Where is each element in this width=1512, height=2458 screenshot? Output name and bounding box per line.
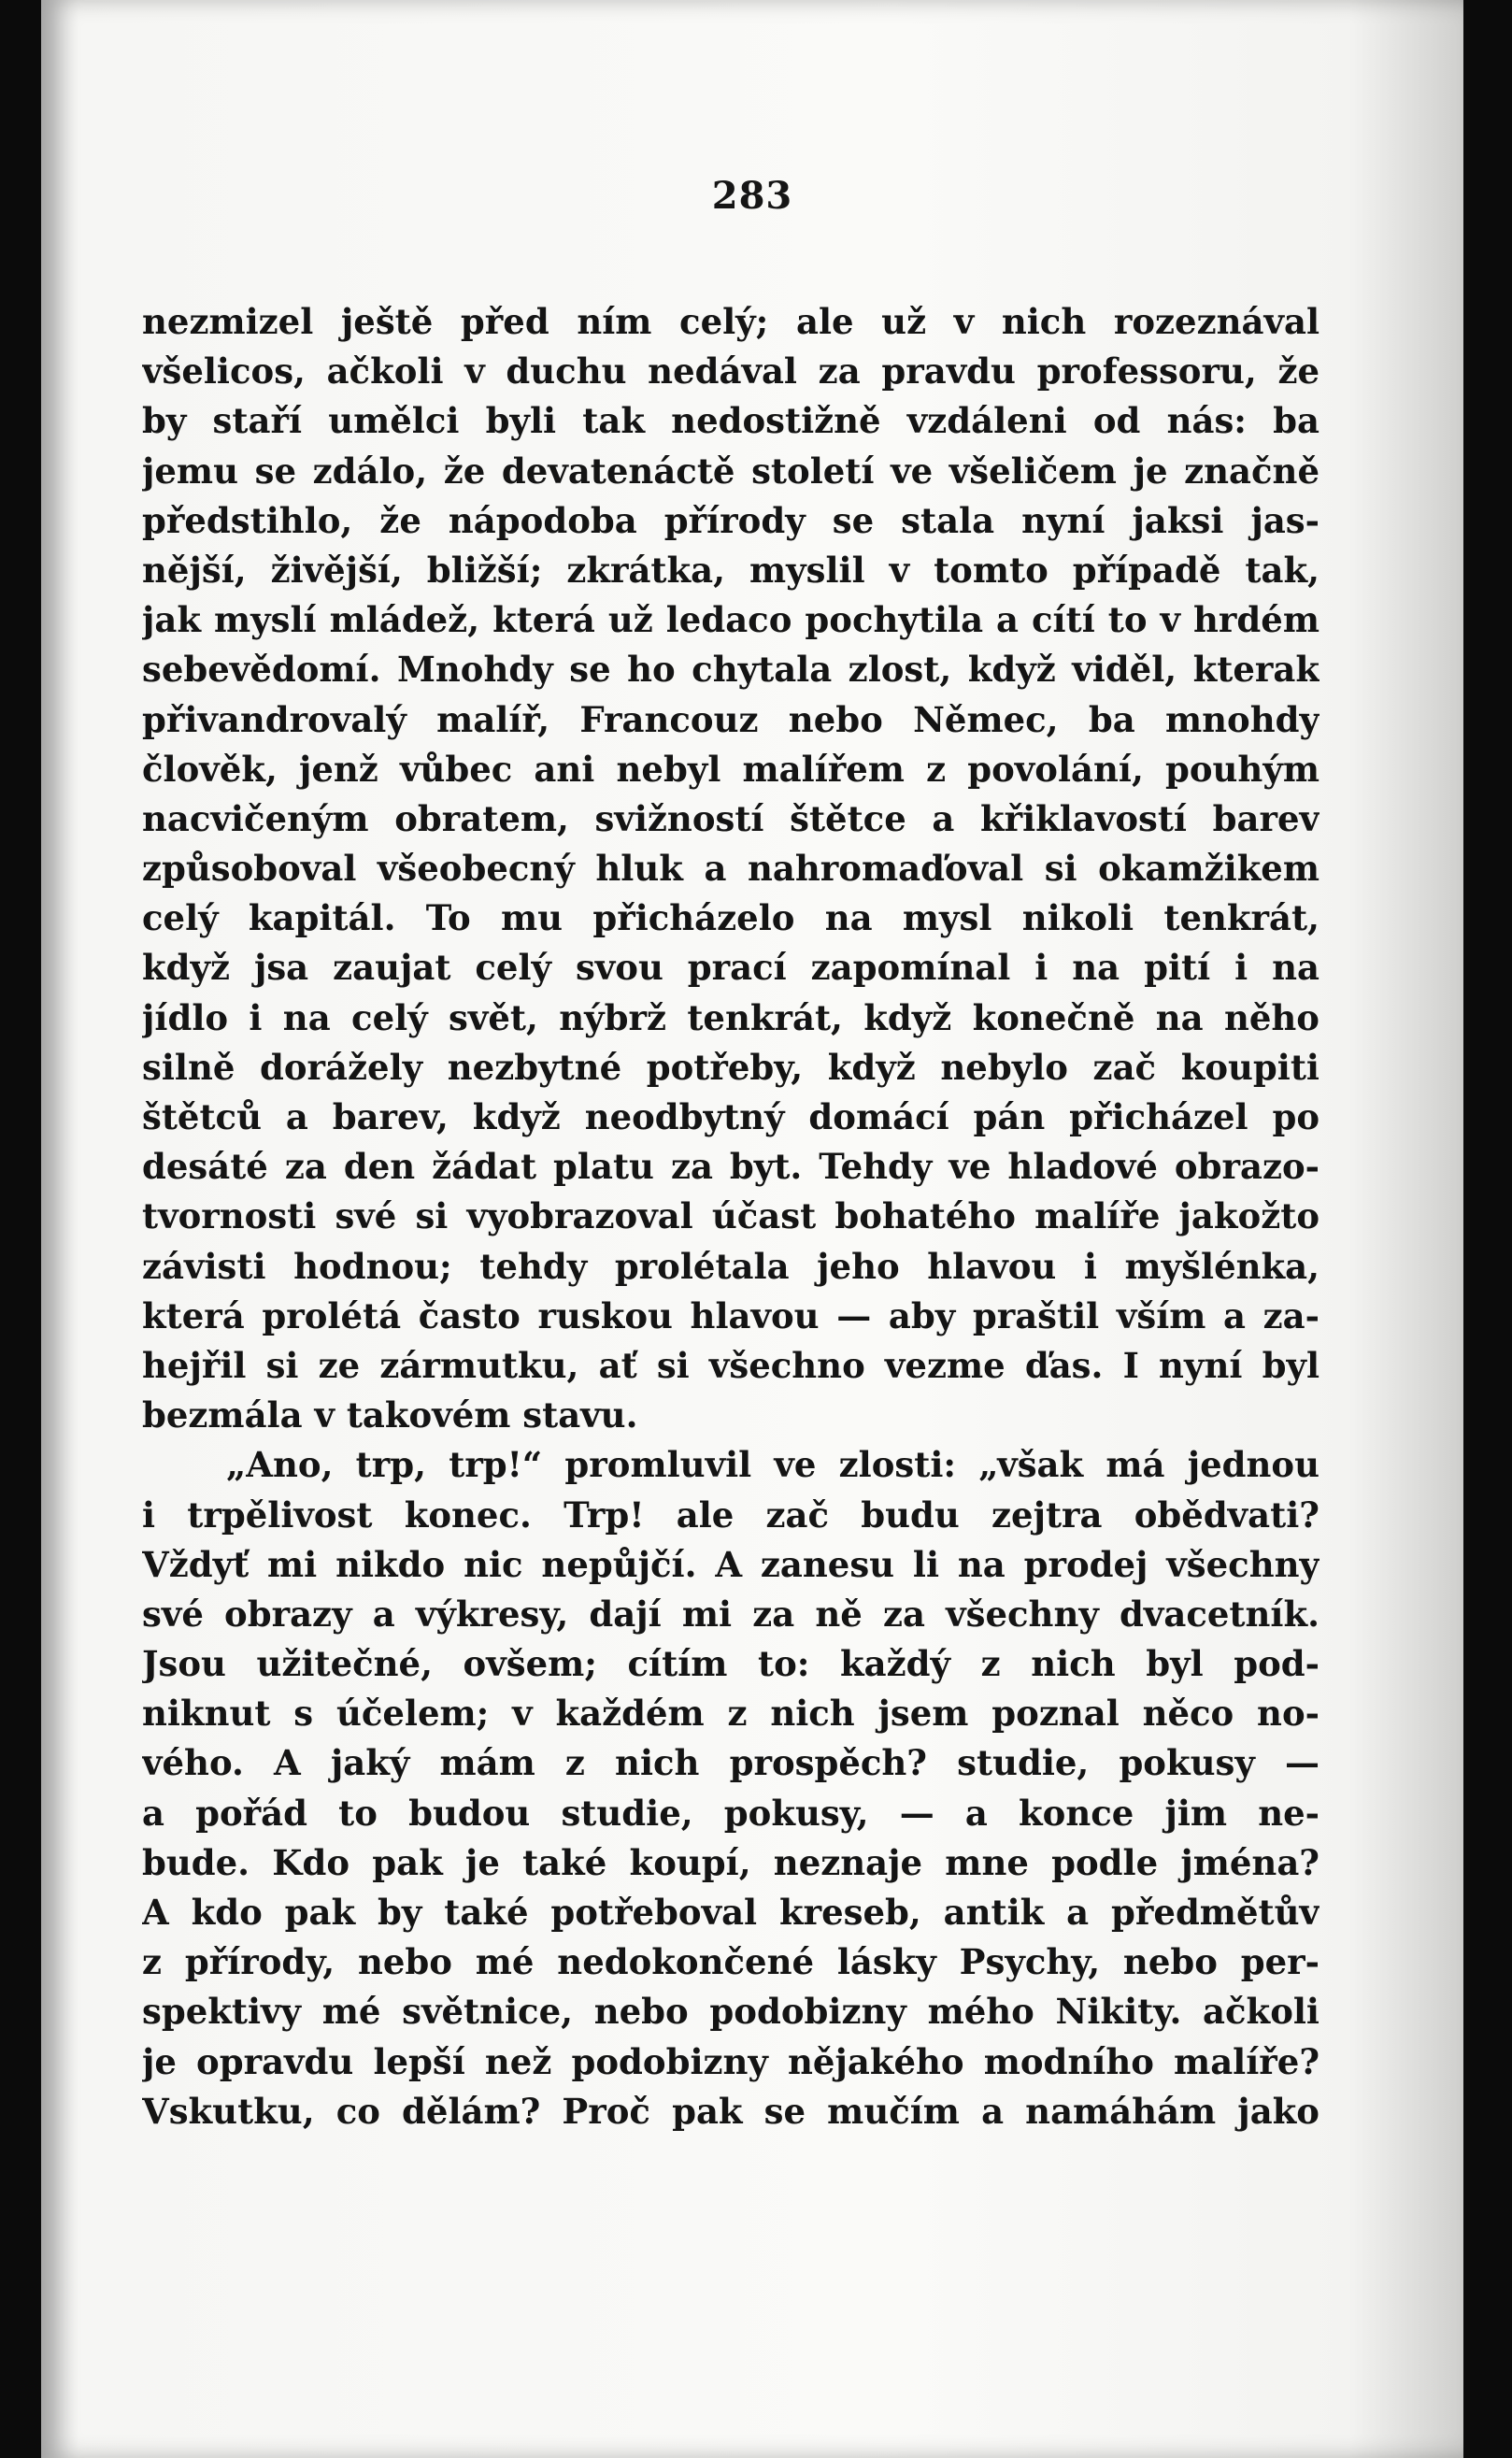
text-line: všelicos, ačkoli v duchu nedával za pravdu professoru, že: [142, 350, 1319, 393]
text-line: která prolétá často ruskou hlavou — aby praštil vším a za-: [142, 1294, 1319, 1336]
text-line: Vskutku, co dělám? Proč pak se mučím a namáhám jako: [142, 2090, 1319, 2132]
text-line: bezmála v takovém stavu.: [142, 1394, 638, 1436]
text-line: nější, živější, bližší; zkrátka, myslil v tomto případě tak,: [142, 549, 1319, 591]
text-line: spektivy mé světnice, nebo podobizny mého Nikity. ačkoli: [142, 1991, 1319, 2033]
text-line: jemu se zdálo, že devatenáctě století ve všeličem je značně: [142, 450, 1319, 492]
text-line: sebevědomí. Mnohdy se ho chytala zlost, když viděl, kterak: [142, 649, 1319, 691]
text-line: desáté za den žádat platu za byt. Tehdy ve hladové obrazo-: [142, 1146, 1319, 1188]
text-line: člověk, jenž vůbec ani nebyl malířem z povolání, pouhým: [142, 748, 1319, 790]
text-line: bude. Kdo pak je také koupí, neznaje mne podle jména?: [142, 1841, 1319, 1883]
text-line: nacvičeným obratem, svižností štětce a křiklavostí barev: [142, 797, 1319, 839]
text-line: závisti hodnou; tehdy prolétala jeho hlavou i myšlénka,: [142, 1245, 1319, 1287]
text-line: nezmizel ještě před ním celý; ale už v nich rozeznával: [142, 301, 1319, 342]
text-line: z přírody, nebo mé nedokončené lásky Psychy, nebo per-: [142, 1941, 1319, 1983]
text-line: přivandrovalý malíř, Francouz nebo Němec, ba mnohdy: [142, 698, 1319, 740]
text-line: předstihlo, že nápodoba přírody se stala nyní jaksi jas-: [142, 499, 1319, 541]
text-line: jak myslí mládež, která už ledaco pochytila a cítí to v hrdém: [142, 599, 1319, 641]
text-line: když jsa zaujat celý svou prací zapomínal i na pití i na: [142, 947, 1319, 989]
text-line: Vždyť mi nikdo nic nepůjčí. A zanesu li na prodej všechny: [142, 1543, 1319, 1585]
text-line: vého. A jaký mám z nich prospěch? studie, pokusy —: [142, 1742, 1319, 1784]
text-line: niknut s účelem; v každém z nich jsem poznal něco no-: [142, 1693, 1319, 1735]
text-line: „Ano, trp, trp!“ promluvil ve zlosti: „však má jednou: [226, 1444, 1319, 1486]
text-line: své obrazy a výkresy, dají mi za ně za všechny dvacetník.: [142, 1593, 1319, 1635]
text-line: je opravdu lepší než podobizny nějakého modního malíře?: [142, 2040, 1319, 2082]
text-line: i trpělivost konec. Trp! ale zač budu zejtra obědvati?: [142, 1493, 1319, 1536]
page-number: 283: [711, 174, 793, 218]
text-line: způsoboval všeobecný hluk a nahromaďoval si okamžikem: [142, 848, 1319, 890]
text-line: celý kapitál. To mu přicházelo na mysl nikoli tenkrát,: [142, 897, 1319, 939]
text-line: a pořád to budou studie, pokusy, — a konce jim ne-: [142, 1792, 1319, 1834]
text-line: jídlo i na celý svět, nýbrž tenkrát, když konečně na něho: [142, 996, 1319, 1038]
text-line: štětců a barev, když neodbytný domácí pán přicházel po: [142, 1096, 1319, 1137]
text-line: tvornosti své si vyobrazoval účast bohatého malíře jakožto: [142, 1195, 1319, 1237]
body-text: [142, 297, 1319, 2136]
text-line: hejřil si ze zármutku, ať si všechno vezme ďas. I nyní byl: [142, 1344, 1319, 1386]
text-line: Jsou užitečné, ovšem; cítím to: každý z nich byl pod-: [142, 1643, 1319, 1685]
text-line: A kdo pak by také potřeboval kreseb, antik a předmětův: [142, 1892, 1319, 1933]
text-line: by staří umělci byli tak nedostižně vzdáleni od nás: ba: [142, 400, 1319, 442]
text-line: silně dorážely nezbytné potřeby, když nebylo zač koupiti: [142, 1046, 1319, 1088]
book-page: [41, 0, 1463, 2458]
